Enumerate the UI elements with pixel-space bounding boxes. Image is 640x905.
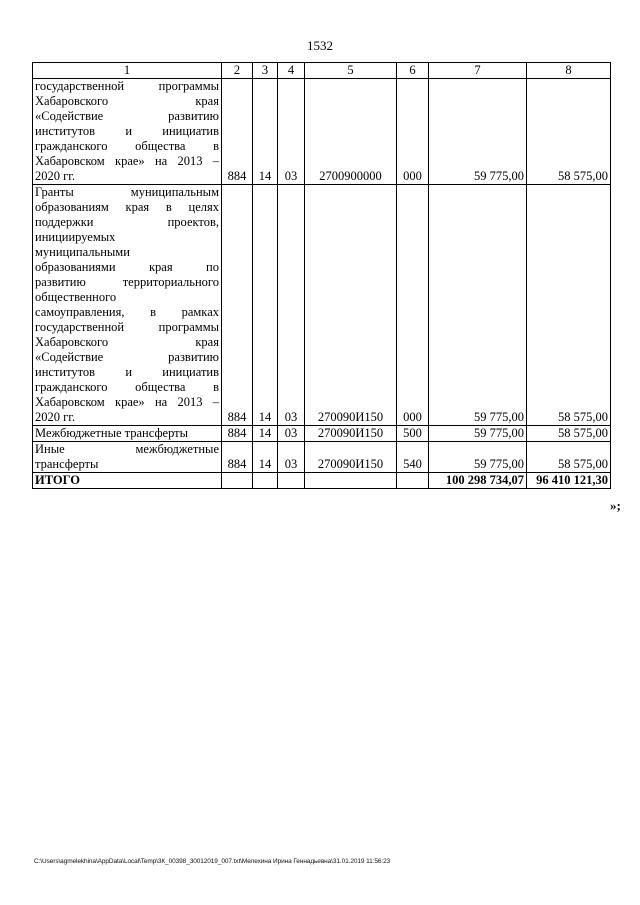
row-name-line: образованиям края в целях <box>35 200 219 214</box>
page-number: 1532 <box>307 38 333 53</box>
code-csr-cell: 270090И150 <box>305 185 397 426</box>
total-row <box>33 473 611 489</box>
row-name-line: институтов и инициатив <box>35 124 219 138</box>
row-name-line: самоуправления, в рамках <box>35 305 219 319</box>
table-row <box>33 426 611 442</box>
amount-2020-cell: 58 575,00 <box>527 442 611 473</box>
table-row <box>33 442 611 473</box>
row-name-line: гражданского общества в <box>35 380 219 394</box>
total-label: ИТОГО <box>33 473 222 489</box>
row-name-line: Иные межбюджетные <box>35 442 219 456</box>
row-name-line: «Содействие развитию <box>35 350 219 364</box>
header-cell: 1 <box>33 63 222 79</box>
header-cell: 6 <box>397 63 429 79</box>
code-csr-cell: 2700900000 <box>305 79 397 185</box>
row-name-line: образованиями края по <box>35 260 219 274</box>
code-gr-cell: 884 <box>222 442 253 473</box>
row-name-line: муниципальными <box>35 245 130 259</box>
code-pr-cell: 03 <box>278 442 305 473</box>
amount-2020-cell: 58 575,00 <box>527 185 611 426</box>
table-row <box>33 79 611 185</box>
header-cell: 3 <box>253 63 278 79</box>
row-name-cell <box>33 442 222 473</box>
row-name-line: развитию территориального <box>35 275 219 289</box>
total-amount-2020: 96 410 121,30 <box>527 473 611 489</box>
row-name-line: Хабаровском крае» на 2013 – <box>35 395 219 409</box>
closing-quote-mark: »; <box>610 498 621 513</box>
row-name-line: Гранты муниципальным <box>35 185 219 199</box>
code-rz-cell: 14 <box>253 426 278 442</box>
row-name-line: инициируемых <box>35 230 116 244</box>
row-name-cell <box>33 79 222 185</box>
code-csr-cell: 270090И150 <box>305 442 397 473</box>
empty-cell <box>278 473 305 489</box>
row-name-line: общественного <box>35 290 117 304</box>
code-rz-cell: 14 <box>253 442 278 473</box>
code-gr-cell: 884 <box>222 79 253 185</box>
code-vr-cell: 540 <box>397 442 429 473</box>
row-name-line: государственной программы <box>35 79 219 93</box>
row-name-line: «Содействие развитию <box>35 109 219 123</box>
code-vr-cell: 500 <box>397 426 429 442</box>
row-name-line: Хабаровского края <box>35 94 219 108</box>
code-gr-cell: 884 <box>222 426 253 442</box>
code-vr-cell: 000 <box>397 79 429 185</box>
header-cell: 4 <box>278 63 305 79</box>
header-cell: 8 <box>527 63 611 79</box>
amount-2020-cell: 58 575,00 <box>527 426 611 442</box>
budget-table <box>32 62 611 489</box>
row-name-line: Межбюджетные трансферты <box>35 426 189 440</box>
row-name-line: 2020 гг. <box>35 410 76 424</box>
row-name-cell <box>33 185 222 426</box>
table-header-row <box>33 63 611 79</box>
code-pr-cell: 03 <box>278 426 305 442</box>
empty-cell <box>397 473 429 489</box>
code-gr-cell: 884 <box>222 185 253 426</box>
table-row <box>33 185 611 426</box>
code-rz-cell: 14 <box>253 79 278 185</box>
empty-cell <box>305 473 397 489</box>
amount-2019-cell: 59 775,00 <box>429 185 527 426</box>
amount-2019-cell: 59 775,00 <box>429 79 527 185</box>
row-name-line: государственной программы <box>35 320 219 334</box>
row-name-line: трансферты <box>35 457 99 471</box>
row-name-line: институтов и инициатив <box>35 365 219 379</box>
row-name-line: Хабаровском крае» на 2013 – <box>35 154 219 168</box>
code-pr-cell: 03 <box>278 185 305 426</box>
empty-cell <box>222 473 253 489</box>
row-name-line: поддержки проектов, <box>35 215 219 229</box>
header-cell: 7 <box>429 63 527 79</box>
code-vr-cell: 000 <box>397 185 429 426</box>
amount-2020-cell: 58 575,00 <box>527 79 611 185</box>
header-cell: 2 <box>222 63 253 79</box>
row-name-line: 2020 гг. <box>35 169 76 183</box>
amount-2019-cell: 59 775,00 <box>429 426 527 442</box>
row-name-line: Хабаровского края <box>35 335 219 349</box>
code-rz-cell: 14 <box>253 185 278 426</box>
code-csr-cell: 270090И150 <box>305 426 397 442</box>
amount-2019-cell: 59 775,00 <box>429 442 527 473</box>
total-amount-2019: 100 298 734,07 <box>429 473 527 489</box>
code-pr-cell: 03 <box>278 79 305 185</box>
row-name-line: гражданского общества в <box>35 139 219 153</box>
header-cell: 5 <box>305 63 397 79</box>
empty-cell <box>253 473 278 489</box>
footer-file-path: C:\Users\agmelekhina\AppData\Local\Temp\3К_00398_30012019_007.txt\Мелехина Ирина Геннадьевна\31.01.2019 11:56:23 <box>34 858 391 865</box>
row-name-cell <box>33 426 222 442</box>
